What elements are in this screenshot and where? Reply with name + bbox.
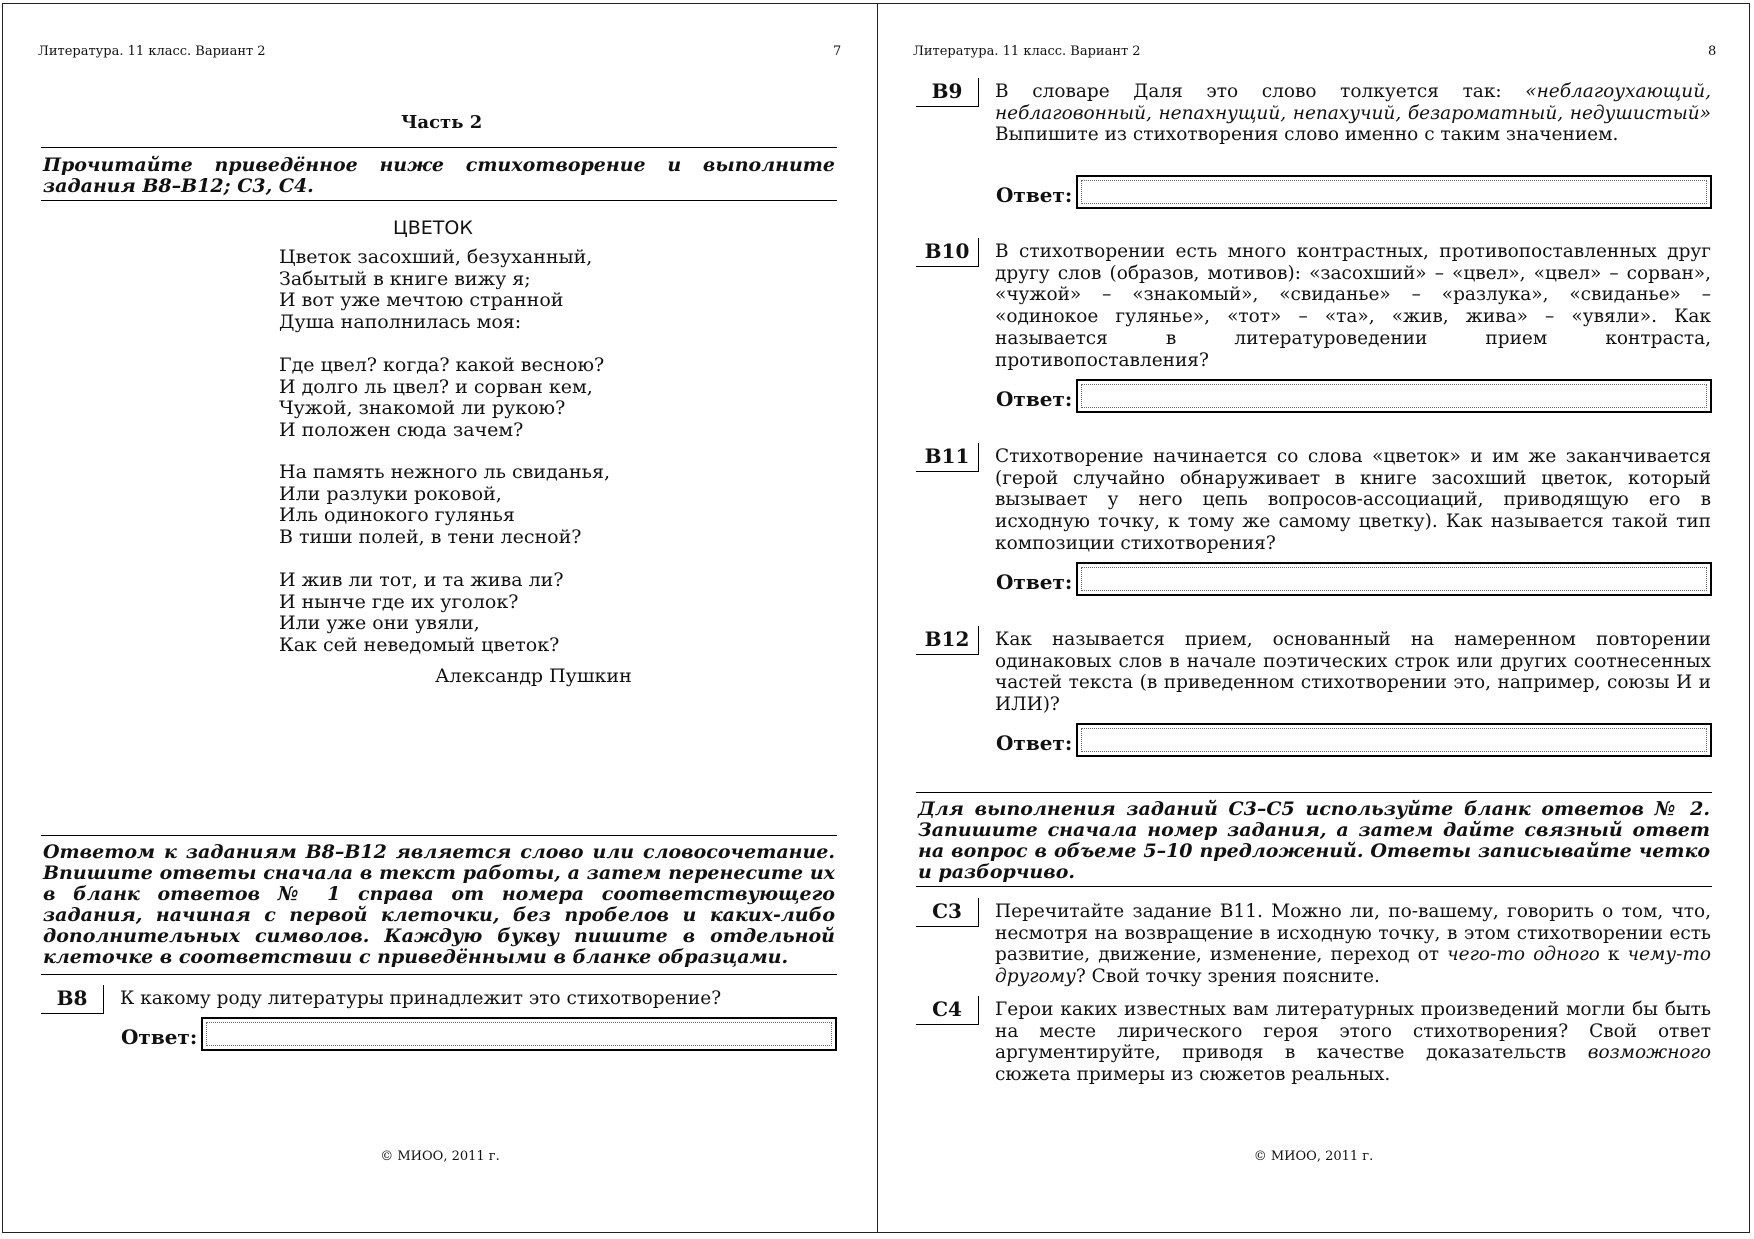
task-label-b9: B9 (916, 78, 979, 107)
task-b10-text: В стихотворении есть много контрастных, противопоставленных друг другу слов (образов, мотивов): «засохший» – «цвел», «цвел» – сорван», «чужой» – «знакомый», «свиданье» – «разлука», «свиданье» – «одинокое гулянье», «тот» – «та», «жив, жива» – «увяли». Как называется в литературоведении прием контраста, противопоставления? (995, 241, 1711, 371)
poem-line: И нынче где их уголок? (279, 590, 519, 613)
answer-field-b9[interactable] (1076, 175, 1712, 209)
task-b9-text: В словаре Даля это слово толкуется так: «неблагоухающий, неблаговонный, непахнущий, непахучий, безароматный, недушистый» Выпишите из стихотворения слово именно с таким значением. (995, 81, 1711, 146)
poem-stanza-3 (279, 462, 610, 548)
task-c3-text: Перечитайте задание B11. Можно ли, по-вашему, говорить о том, что, несмотря на возвращение в исходную точку, в этом стихотворении есть развитие, движение, изменение, переход от чего-то одного к чему-то другому? Свой точку зрения поясните. (995, 901, 1712, 988)
divider (916, 886, 1712, 887)
task-c4-text: Герои каких известных вам литературных произведений могли бы быть на месте лирического героя этого стихотворения? Свой ответ аргументируйте, приводя в качестве доказательств возможного сюжета примеры из сюжетов реальных. (995, 999, 1711, 1086)
answer-field-b12[interactable] (1076, 723, 1712, 757)
answer-label: Ответ: (996, 570, 1073, 594)
page-7 (2, 3, 878, 1233)
page-header: Литература. 11 класс. Вариант 2 (38, 44, 266, 59)
divider (41, 974, 837, 975)
part-title: Часть 2 (401, 112, 483, 133)
poem-line: В тиши полей, в тени лесной? (279, 525, 582, 548)
poem-line: И жив ли тот, и та жива ли? (279, 569, 564, 591)
poem-stanza-4 (279, 570, 564, 656)
task-label-b12: B12 (916, 626, 979, 655)
poem-line: Или разлуки роковой, (279, 482, 502, 505)
task-label-c3: C3 (916, 898, 979, 927)
task-label-b10: B10 (916, 238, 979, 267)
task-b8-text: К какому роду литературы принадлежит это стихотворение? (120, 988, 722, 1009)
answer-instruction: Ответом к заданиям B8–B12 является слово или словосочетание. Впишите ответы сначала в текст работы, а затем перенесите их в бланк ответов № 1 справа от номера соответствующего задания, начиная с первой клеточки, без пробелов и каких-либо дополнительных символов. Каждую букву пишите в отдельной клеточке в соответствии с приведёнными в бланке образцами. (43, 841, 835, 968)
answer-label: Ответ: (996, 387, 1073, 411)
poem-title: ЦВЕТОК (393, 217, 473, 239)
task-b12-text: Как называется прием, основанный на намеренном повторении одинаковых слов в начале поэтических строк или других соотнесенных частей текста (в приведенном стихотворении это, например, союзы И и ИЛИ)? (995, 629, 1711, 716)
task-label-c4: C4 (916, 996, 979, 1025)
poem-instruction: Прочитайте приведённое ниже стихотворение и выполните задания B8–B12; C3, C4. (43, 154, 835, 197)
divider (916, 792, 1712, 793)
page-header: Литература. 11 класс. Вариант 2 (913, 44, 1141, 59)
page-footer: © МИОО, 2011 г. (1253, 1149, 1374, 1164)
page-number: 7 (833, 44, 842, 59)
poem-line: Чужой, знакомой ли рукою? (279, 397, 566, 419)
poem-line: И вот уже мечтою странной (279, 289, 564, 311)
page-8 (877, 3, 1750, 1233)
poem-line: Душа наполнилась моя: (279, 310, 522, 333)
poem-line: Как сей неведомый цветок? (279, 633, 560, 656)
poem-author: Александр Пушкин (435, 665, 632, 687)
poem-stanza-2 (279, 355, 604, 441)
divider (41, 835, 837, 836)
task-label-b11: B11 (916, 443, 979, 472)
poem-line: Где цвел? когда? какой весною? (279, 354, 605, 376)
answer-label: Ответ: (996, 183, 1073, 207)
page-footer: © МИОО, 2011 г. (380, 1149, 500, 1164)
divider (41, 200, 837, 201)
poem-line: И долго ль цвел? и сорван кем, (279, 375, 593, 398)
c-tasks-instruction: Для выполнения заданий C3–C5 используйте бланк ответов № 2. Запишите сначала номер задания, а затем дайте связный ответ на вопрос в объеме 5–10 предложений. Ответы записывайте четко и разборчиво. (918, 798, 1710, 883)
answer-label: Ответ: (121, 1025, 198, 1049)
poem-line: И положен сюда зачем? (279, 418, 524, 441)
answer-field-b11[interactable] (1076, 562, 1712, 596)
task-b11-text: Стихотворение начинается со слова «цветок» и им же заканчивается (герой случайно обнаруживает в книге засохший цветок, который вызывает у него цепь вопросов-ассоциаций, приводящую его в исходную точку, к тому же самому цветку). Как называется такой тип композиции стихотворения? (995, 446, 1711, 554)
poem-line: Цветок засохший, безуханный, (279, 246, 593, 268)
answer-field-b10[interactable] (1076, 379, 1712, 413)
answer-label: Ответ: (996, 731, 1073, 755)
poem-stanza-1 (279, 247, 592, 333)
poem-line: Иль одинокого гулянья (279, 504, 515, 526)
divider (41, 147, 837, 148)
poem-line: Или уже они увяли, (279, 612, 480, 634)
task-label-b8: B8 (41, 985, 104, 1014)
poem-line: На память нежного ль свиданья, (279, 461, 611, 483)
poem-line: Забытый в книге вижу я; (279, 267, 531, 290)
answer-field-b8[interactable] (201, 1017, 837, 1051)
page-number: 8 (1708, 44, 1717, 59)
